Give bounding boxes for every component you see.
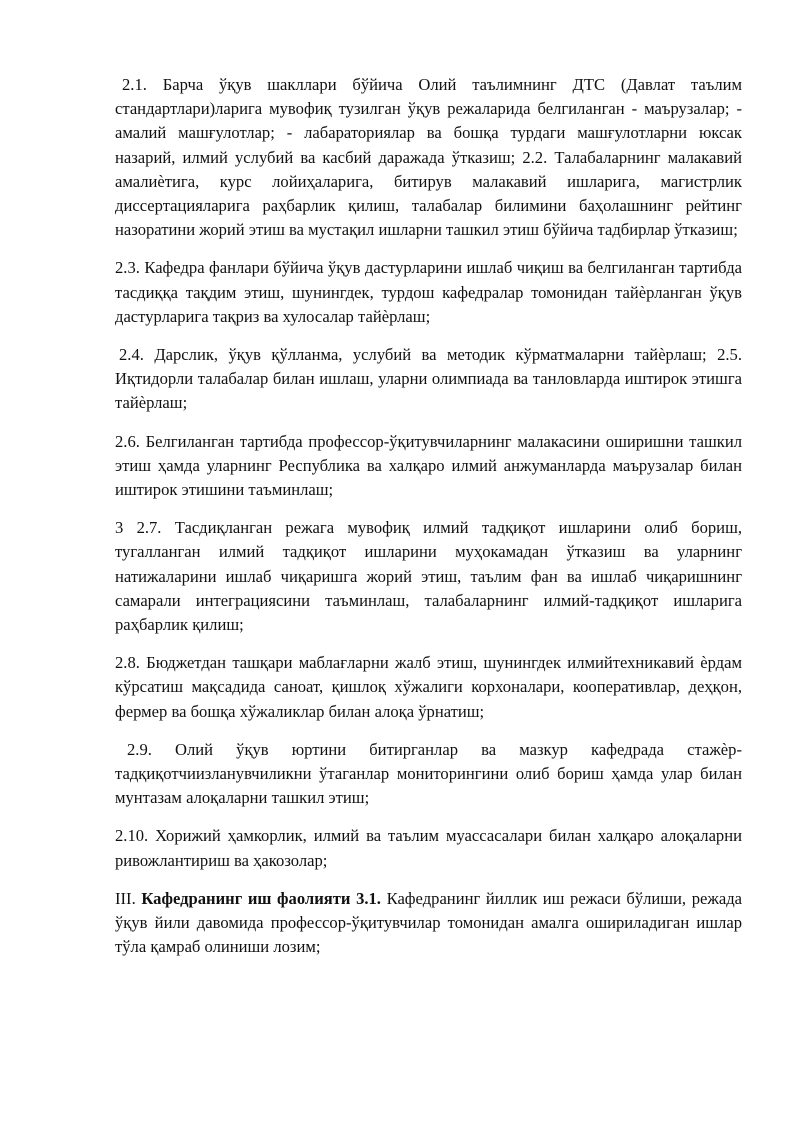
paragraph-2-3: 2.3. Кафедра фанлари бўйича ўқув дастурларини ишлаб чиқиш ва белгиланган тартибда тасдиққа тақдим этиш, шунингдек, турдош кафедралар томонидан тайѐрланган ўқув дастурларига тақриз ва хулосалар тайѐрлаш; [115, 258, 742, 326]
paragraph-2-1-2-2: 2.1. Барча ўқув шакллари бўйича Олий таълимнинг ДТС (Давлат таълим стандартлари)ларига мувофиқ тузилган ўқув режаларида белгиланган - маърузалар; - амалий машғулотлар; - лабараториялар ва бошқа турдаги машғулотларни юксак назарий, илмий услубий ва касбий даражада ўтказиш; 2.2. Талабаларнинг малакавий амалиѐтига, курс лойиҳаларига, битирув малакавий ишларига, магистрлик диссертацияларига раҳбарлик қилиш, талабалар билимини баҳолашнинг рейтинг назоратини жорий этиш ва мустақил ишларни ташкил этиш бўйича тадбирлар ўтказиш; [115, 75, 742, 240]
section-3-heading: Кафедранинг иш фаолияти 3.1. [141, 888, 381, 908]
section-3-paragraph [115, 887, 742, 960]
paragraph-2-10: 2.10. Хорижий ҳамкорлик, илмий ва таълим муассасалари билан халқаро алоқаларни ривожлантириш ва ҳакозолар; [115, 826, 742, 870]
paragraph-2-7: 3 2.7. Тасдиқланган режага мувофиқ илмий тадқиқот ишларини олиб бориш, тугалланган илмий тадқиқот ишларини муҳокамадан ўтказиш ва уларнинг натижаларини ишлаб чиқаришга жорий этиш, таълим фан ва ишлаб чиқаришнинг самарали интеграциясини таъминлаш, талабаларнинг илмий-тадқиқот ишларига раҳбарлик қилиш; [115, 518, 742, 635]
paragraph-2-9: 2.9. Олий ўқув юртини битирганлар ва мазкур кафедрада стажѐр-тадқиқотчиизланувчиликни ўтаганлар мониторингини олиб бориш ҳамда улар билан мунтазам алоқаларни ташкил этиш; [115, 739, 742, 808]
paragraph-2-4-2-5: 2.4. Дарслик, ўқув қўлланма, услубий ва методик кўрматмаларни тайѐрлаш; 2.5. Иқтидорли талабалар билан ишлаш, уларни олимпиада ва танловларда иштирок этишга тайѐрлаш; [115, 345, 742, 413]
section-3-numeral: III. [115, 888, 136, 908]
section-3-text: Кафедранинг йиллик иш режаси бўлиши, режада ўқув йили давомида профессор-ўқитувчилар томонидан амалга ошириладиган ишлар тўла қамраб олиниши лозим; [115, 888, 743, 957]
paragraph-2-6: 2.6. Белгиланган тартибда профессор-ўқитувчиларнинг малакасини оширишни ташкил этиш ҳамда уларнинг Республика ва халқаро илмий анжуманларда маърузалар билан иштирок этишини таъминлаш; [115, 431, 742, 500]
document-page [115, 73, 742, 974]
paragraph-2-8: 2.8. Бюджетдан ташқари маблағларни жалб этиш, шунингдек илмийтехникавий ѐрдам кўрсатиш мақсадида саноат, қишлоқ хўжалиги корхоналари, кооперативлар, деҳқон, фермер ва бошқа хўжаликлар билан алоқа ўрнатиш; [115, 653, 742, 721]
